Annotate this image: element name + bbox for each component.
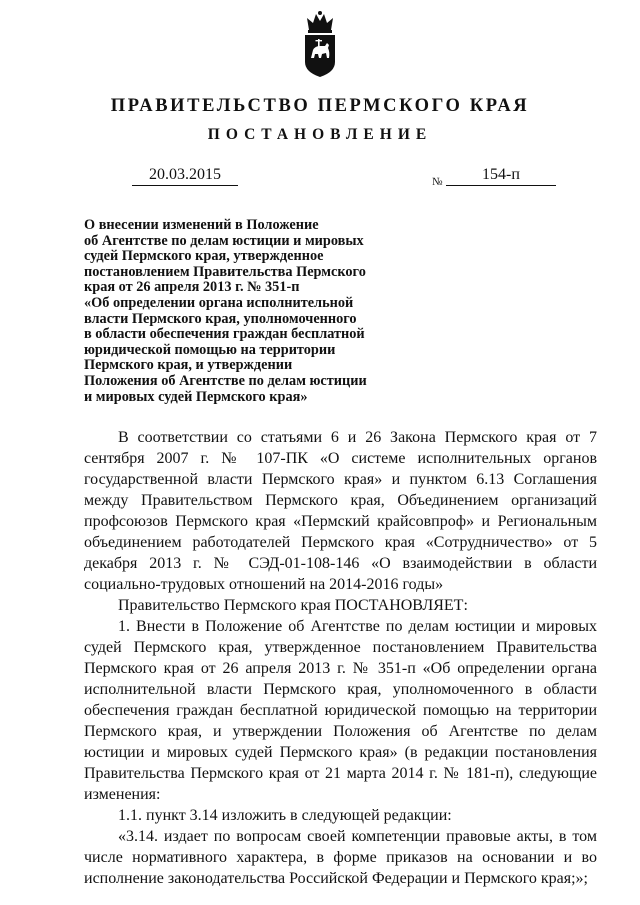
document-number: 154-п: [446, 166, 556, 186]
document-subject: О внесении изменений в Положение об Агентстве по делам юстиции и мировых судей Пермского края, утвержденное постановлением Правительства Пермского края от 26 апреля 2013 г. № 351-п «Об определении органа исполнительной власти Пермского края, уполномоченного в области обеспечения граждан бесплатной юридической помощью на территории Пермского края, и утверждении Положения об Агентстве по делам юстиции и мировых судей Пермского края»: [84, 217, 367, 405]
item-1-paragraph: 1. Внести в Положение об Агентстве по делам юстиции и мировых судей Пермского края, утвержденное постановлением Правительства Пермского края от 26 апреля 2013 г. № 351-п «Об определении органа исполнительной власти Пермского края, уполномоченного в области обеспечения граждан бесплатной юридической помощью на территории Пермского края, и утверждении Положения об Агентстве по делам юстиции и мировых судей Пермского края» (в редакции постановления Правительства Пермского края от 21 марта 2014 г. № 181-п), следующие изменения:: [84, 618, 597, 803]
preamble-paragraph: В соответствии со статьями 6 и 26 Закона Пермского края от 7 сентября 2007 г. № 107-ПК «О системе исполнительных органов государственной власти Пермского края» и пунктом 6.13 Соглашения между Правительством Пермского края, Объединением организаций профсоюзов Пермского края «Пермский крайсовпроф» и Региональным объединением работодателей Пермского края «Сотрудничество» от 5 декабря 2013 г. № СЭД-01-108-146 «О взаимодействии в области социально-трудовых отношений на 2014-2016 годы»: [84, 429, 597, 593]
document-body: [84, 427, 597, 889]
organization-title: ПРАВИТЕЛЬСТВО ПЕРМСКОГО КРАЯ: [110, 96, 530, 116]
resolution-paragraph: Правительство Пермского края ПОСТАНОВЛЯЕТ:: [118, 597, 468, 614]
perm-krai-coat-of-arms-icon: [301, 10, 339, 78]
document-date: 20.03.2015: [132, 166, 238, 186]
number-label: №: [432, 176, 443, 188]
item-1-1-paragraph: 1.1. пункт 3.14 изложить в следующей редакции:: [118, 807, 452, 824]
item-3-14-paragraph: «3.14. издает по вопросам своей компетенции правовые акты, в том числе нормативного характера, в форме приказов на основании и во исполнение законодательства Российской Федерации и Пермского края;»;: [84, 828, 597, 887]
document-type: ПОСТАНОВЛЕНИЕ: [207, 126, 433, 143]
